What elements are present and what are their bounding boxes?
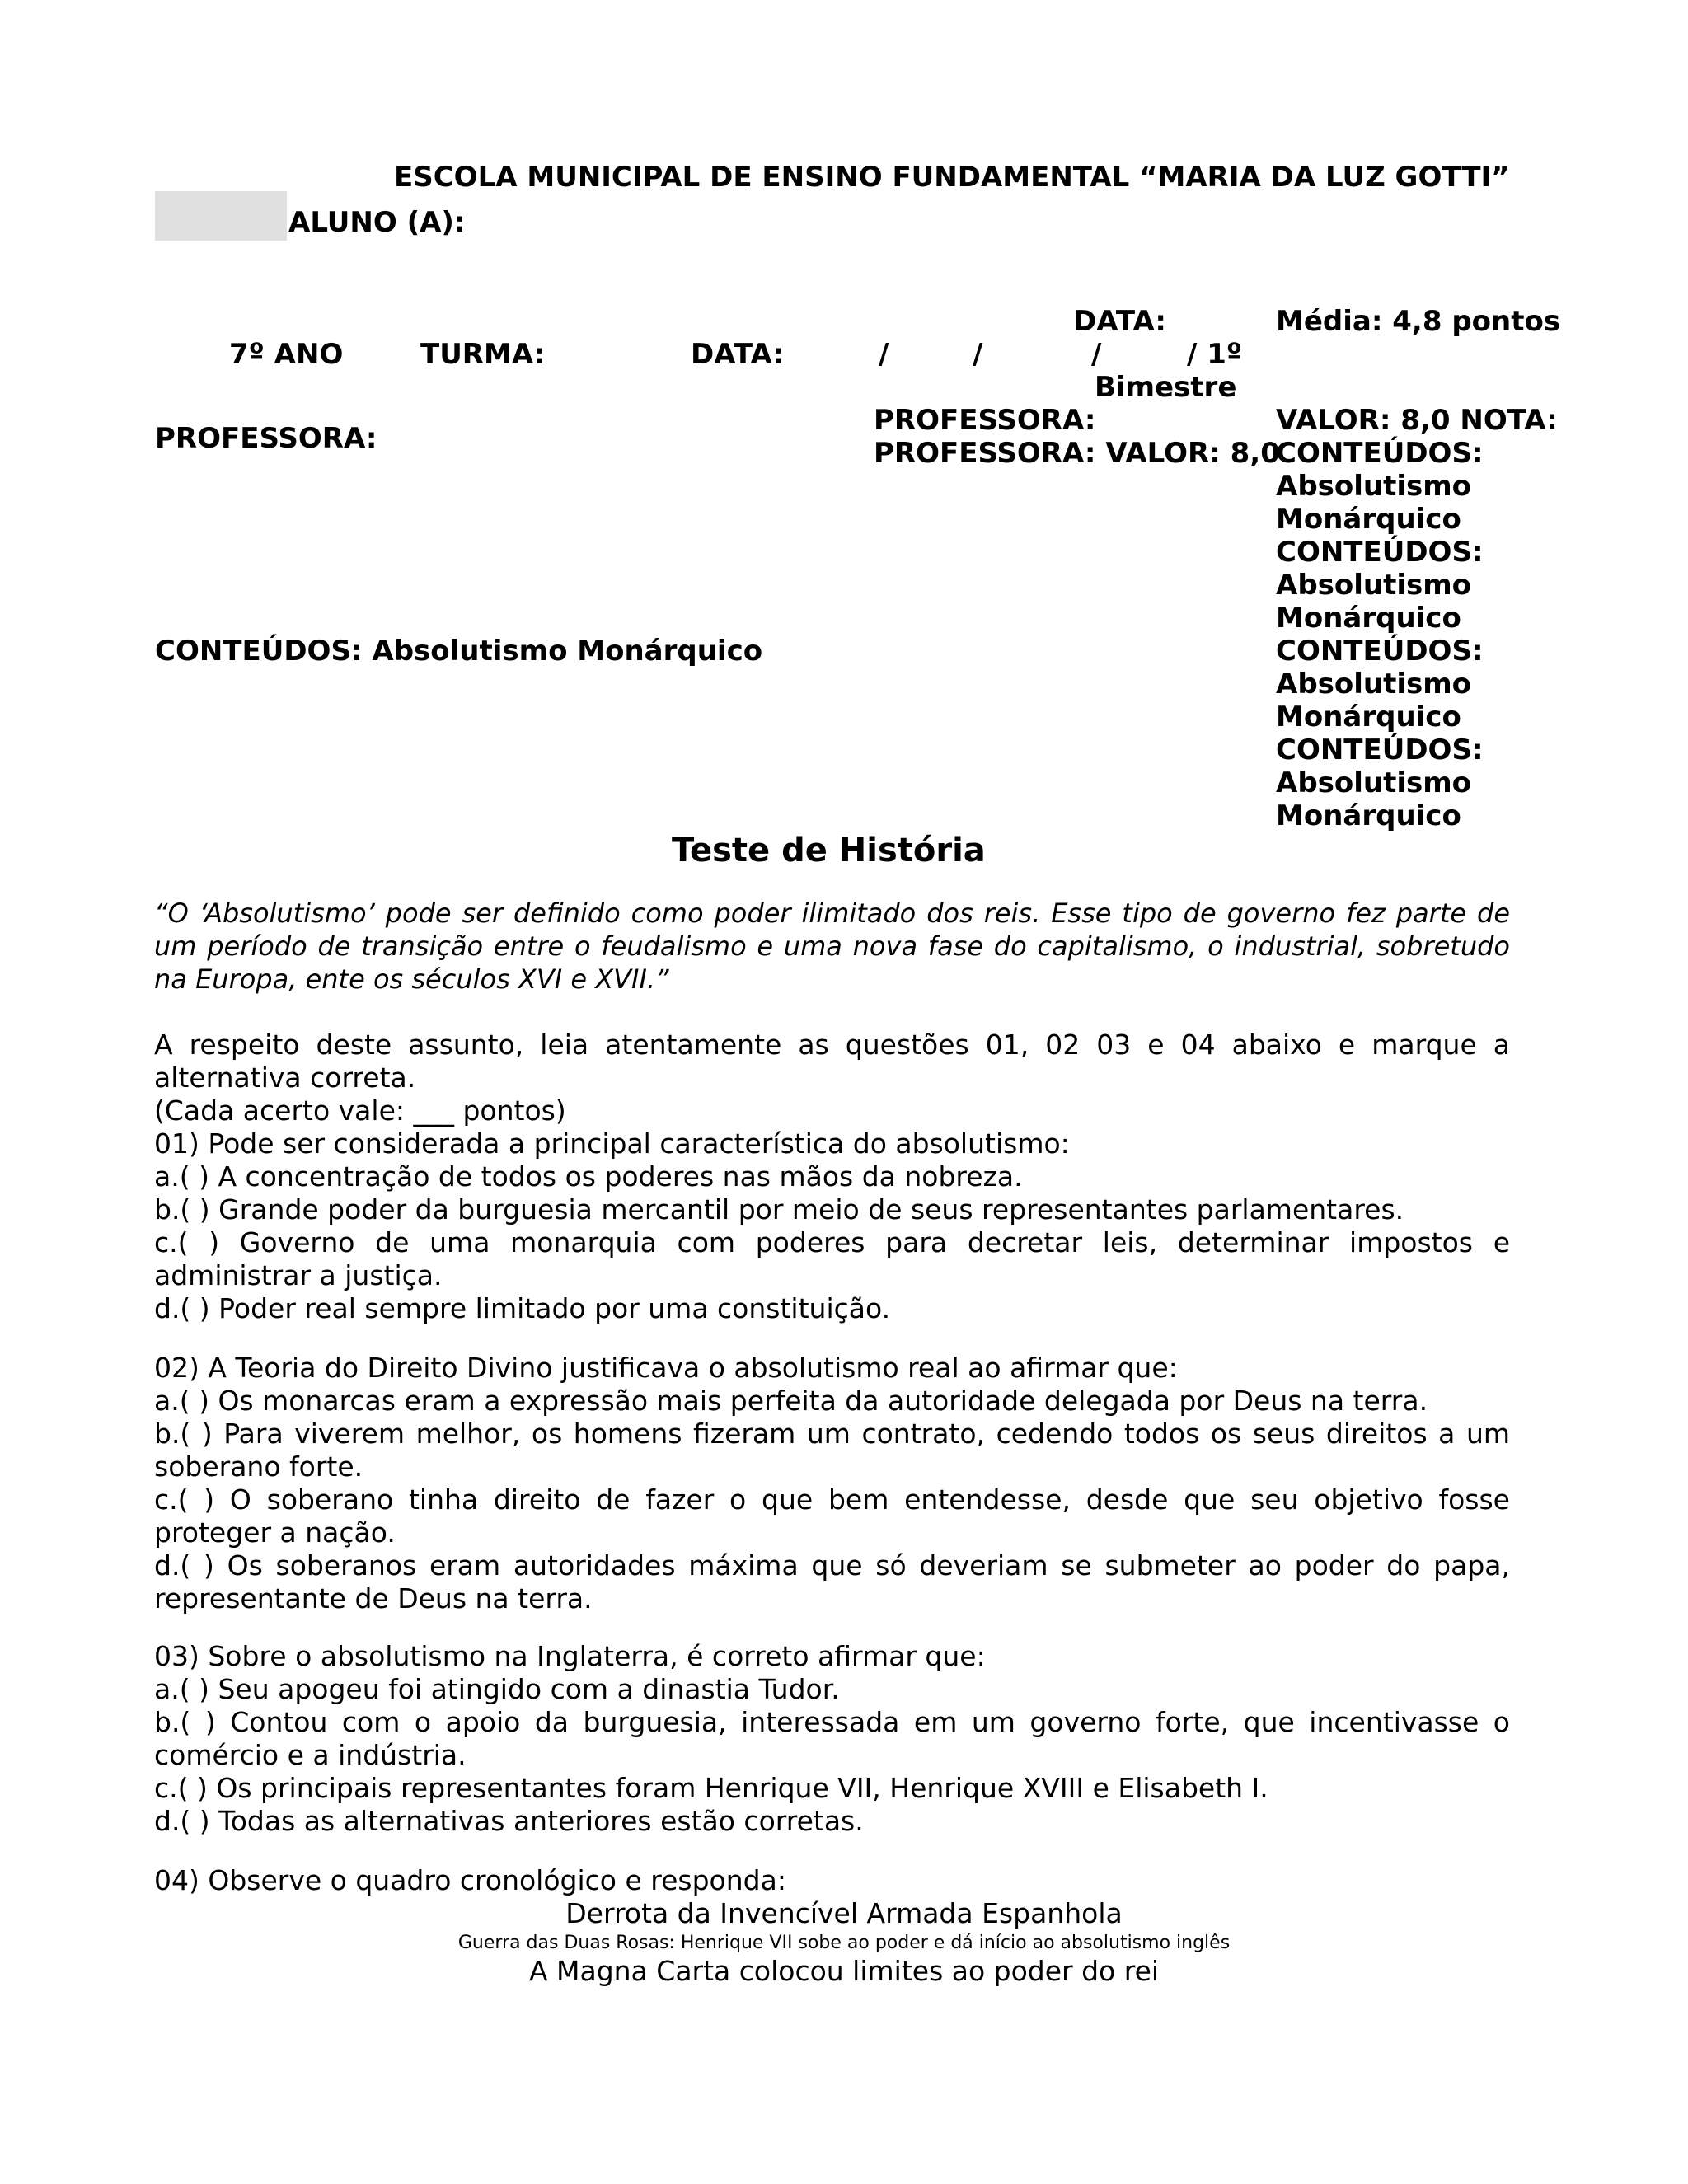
q3-option-c: c.( ) Os principais representantes foram Henrique VII, Henrique XVIII e Elisabeth I. bbox=[154, 1772, 1268, 1804]
right-col-line: Absolutismo bbox=[1276, 668, 1472, 701]
q2-option-c: c.( ) O soberano tinha direito de fazer o que bem entendesse, desde que seu objetivo fosse proteger a nação. bbox=[154, 1483, 1510, 1549]
right-col-line: Monárquico bbox=[1276, 701, 1461, 733]
right-col-line: CONTEÚDOS: bbox=[1276, 635, 1484, 668]
turma-label: TURMA: bbox=[420, 338, 546, 371]
q3-option-a: a.( ) Seu apogeu foi atingido com a dinastia Tudor. bbox=[154, 1673, 840, 1705]
date-slash-1: / bbox=[879, 338, 889, 371]
q4-question: 04) Observe o quadro cronológico e responda: bbox=[154, 1864, 786, 1896]
q2-option-b: b.( ) Para viverem melhor, os homens fizeram um contrato, cedendo todos os seus direitos a um soberano forte. bbox=[154, 1418, 1510, 1483]
ano-label: 7º ANO bbox=[229, 338, 344, 371]
chronology-item-3: A Magna Carta colocou limites ao poder do rei bbox=[528, 1955, 1160, 1987]
school-title: ESCOLA MUNICIPAL DE ENSINO FUNDAMENTAL “MARIA DA LUZ GOTTI” bbox=[394, 161, 1510, 194]
q1-option-a: a.( ) A concentração de todos os poderes nas mãos da nobreza. bbox=[154, 1160, 1023, 1193]
right-col-line: Absolutismo bbox=[1276, 766, 1472, 799]
q2-question: 02) A Teoria do Direito Divino justificava o absolutismo real ao afirmar que: bbox=[154, 1352, 1178, 1384]
q3-option-d: d.( ) Todas as alternativas anteriores estão corretas. bbox=[154, 1805, 864, 1837]
q1-option-d: d.( ) Poder real sempre limitado por uma constituição. bbox=[154, 1292, 891, 1324]
date-slash-bimestre: / 1º bbox=[1187, 338, 1243, 371]
instructions: A respeito deste assunto, leia atentamente as questões 01, 02 03 e 04 abaixo e marque a alternativa correta. bbox=[154, 1029, 1510, 1094]
right-col-line: CONTEÚDOS: bbox=[1276, 733, 1484, 766]
quote-paragraph: “O ‘Absolutismo’ pode ser definido como poder ilimitado dos reis. Esse tipo de governo fez parte de um período de transição entre o feudalismo e uma nova fase do capitalismo, o industrial, sobretudo na Europa, ente os séculos XVI e XVII.” bbox=[154, 898, 1510, 995]
right-column-conteudos bbox=[1276, 437, 1484, 832]
right-col-line: Monárquico bbox=[1276, 602, 1461, 635]
bimestre-label: Bimestre bbox=[1095, 371, 1237, 404]
professora-label-mid: PROFESSORA: bbox=[874, 404, 1096, 437]
redacted-name-box bbox=[155, 191, 287, 241]
q2-option-d: d.( ) Os soberanos eram autoridades máxima que só deveriam se submeter ao poder do papa, representante de Deus na terra. bbox=[154, 1549, 1510, 1615]
professora-valor: PROFESSORA: VALOR: 8,0 bbox=[874, 437, 1280, 470]
valor-nota: VALOR: 8,0 NOTA: bbox=[1276, 404, 1558, 437]
q1-question: 01) Pode ser considerada a principal característica do absolutismo: bbox=[154, 1127, 1070, 1160]
right-col-line: Absolutismo bbox=[1276, 569, 1472, 602]
q1-option-b: b.( ) Grande poder da burguesia mercantil por meio de seus representantes parlamentares. bbox=[154, 1193, 1404, 1226]
q3-question: 03) Sobre o absolutismo na Inglaterra, é correto afirmar que: bbox=[154, 1640, 986, 1672]
right-col-line: CONTEÚDOS: bbox=[1276, 536, 1484, 569]
data-label-top: DATA: bbox=[1073, 305, 1166, 338]
test-title: Teste de História bbox=[672, 832, 986, 869]
chronology-item-1: Derrota da Invencível Armada Espanhola bbox=[565, 1897, 1123, 1929]
aluno-label: ALUNO (A): bbox=[288, 206, 466, 239]
date-slash-2: / bbox=[973, 338, 983, 371]
points-line: (Cada acerto vale: ___ pontos) bbox=[154, 1094, 566, 1127]
right-col-line: CONTEÚDOS: bbox=[1276, 437, 1484, 470]
right-col-line: Monárquico bbox=[1276, 503, 1461, 536]
chronology-item-2: Guerra das Duas Rosas: Henrique VII sobe ao poder e dá início ao absolutismo inglês bbox=[457, 1933, 1231, 1953]
q1-option-c: c.( ) Governo de uma monarquia com poderes para decretar leis, determinar impostos e administrar a justiça. bbox=[154, 1226, 1510, 1291]
data-label: DATA: bbox=[691, 338, 784, 371]
date-slash-3: / bbox=[1091, 338, 1102, 371]
media-label: Média: 4,8 pontos bbox=[1276, 305, 1561, 338]
right-col-line: Absolutismo bbox=[1276, 470, 1472, 503]
right-col-line: Monárquico bbox=[1276, 799, 1461, 832]
q3-option-b: b.( ) Contou com o apoio da burguesia, interessada em um governo forte, que incentivasse o comércio e a indústria. bbox=[154, 1706, 1510, 1771]
professora-label: PROFESSORA: bbox=[155, 422, 377, 455]
q2-option-a: a.( ) Os monarcas eram a expressão mais perfeita da autoridade delegada por Deus na terra. bbox=[154, 1385, 1428, 1417]
conteudos-left: CONTEÚDOS: Absolutismo Monárquico bbox=[155, 635, 763, 668]
